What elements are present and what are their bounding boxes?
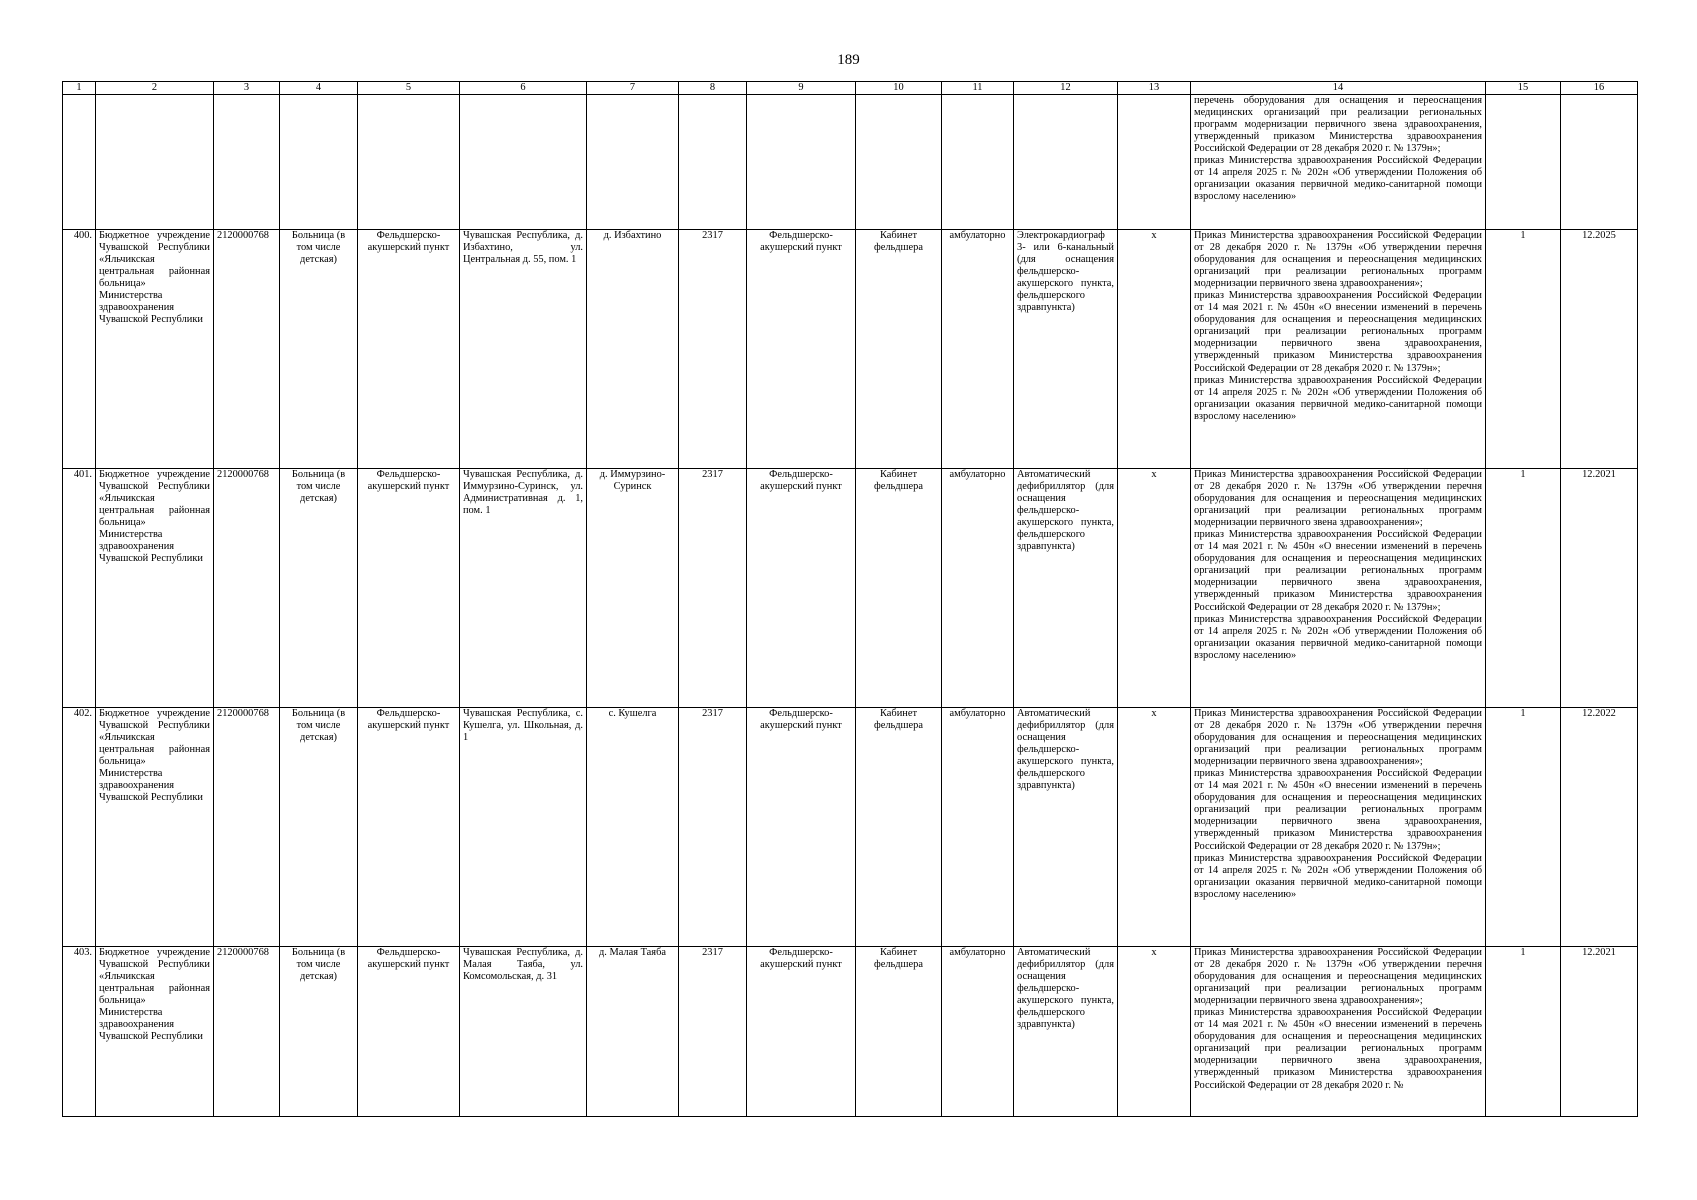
- inn: 2120000768: [214, 708, 280, 947]
- column-header: 4: [280, 82, 358, 95]
- code: 2317: [679, 469, 747, 708]
- legal-basis-cell: [1191, 230, 1486, 469]
- legal-paragraph: приказ Министерства здравоохранения Российской Федерации от 14 мая 2021 г. № 450н «О внесении изменений в перечень оборудования для оснащения и переоснащения медицинских организаций при реализации региональных программ модернизации первичного звена здравоохранения, утвержденный приказом Министерства здравоохранения Российской Федерации от 28 декабря 2020 г. № 1379н»;: [1194, 529, 1482, 613]
- organization-name: Бюджетное учреждение Чувашской Республики «Яльчикская центральная районная больница» Министерства здравоохранения Чувашской Республики: [96, 469, 214, 708]
- table-row: [63, 469, 1638, 708]
- organization-name: Бюджетное учреждение Чувашской Республики «Яльчикская центральная районная больница» Министерства здравоохранения Чувашской Республики: [96, 708, 214, 947]
- date: 12.2021: [1561, 469, 1638, 708]
- row-number: 401.: [63, 469, 96, 708]
- row-number: 402.: [63, 708, 96, 947]
- equipment-name: Автоматический дефибриллятор (для оснащения фельдшерско-акушерского пункта, фельдшерского здравпункта): [1014, 469, 1118, 708]
- column-header: 15: [1486, 82, 1561, 95]
- quantity: 1: [1486, 469, 1561, 708]
- quantity: 1: [1486, 230, 1561, 469]
- continuation-row: [63, 95, 1638, 230]
- column-header: 14: [1191, 82, 1486, 95]
- subunit: Фельдшерско-акушерский пункт: [747, 708, 856, 947]
- unit-type: Фельдшерско-акушерский пункт: [358, 230, 460, 469]
- legal-paragraph: приказ Министерства здравоохранения Российской Федерации от 14 апреля 2025 г. № 202н «Об утверждении Положения об организации оказания первичной медико-санитарной помощи взрослому населению»: [1194, 374, 1482, 422]
- legal-paragraph: приказ Министерства здравоохранения Российской Федерации от 14 апреля 2025 г. № 202н «Об утверждении Положения об организации оказания первичной медико-санитарной помощи взрослому населению»: [1194, 852, 1482, 900]
- equipment-name: Электрокардиограф 3- или 6-канальный (для оснащения фельдшерско-акушерского пункта, фельдшерского здравпункта): [1014, 230, 1118, 469]
- column-13-value: х: [1118, 947, 1191, 1117]
- column-13-value: х: [1118, 708, 1191, 947]
- column-13-value: х: [1118, 230, 1191, 469]
- unit-type: Фельдшерско-акушерский пункт: [358, 469, 460, 708]
- subunit: Фельдшерско-акушерский пункт: [747, 947, 856, 1117]
- legal-paragraph: Приказ Министерства здравоохранения Российской Федерации от 28 декабря 2020 г. № 1379н «Об утверждении перечня оборудования для оснащения и переоснащения медицинских организаций при реализации региональных программ модернизации первичного звена здравоохранения»;: [1194, 469, 1482, 529]
- care-mode: амбулаторно: [942, 947, 1014, 1117]
- legal-paragraph: Приказ Министерства здравоохранения Российской Федерации от 28 декабря 2020 г. № 1379н «Об утверждении перечня оборудования для оснащения и переоснащения медицинских организаций при реализации региональных программ модернизации первичного звена здравоохранения»;: [1194, 230, 1482, 290]
- column-header: 3: [214, 82, 280, 95]
- inn: 2120000768: [214, 947, 280, 1117]
- settlement: д. Избахтино: [587, 230, 679, 469]
- legal-basis-cell: [1191, 469, 1486, 708]
- legal-paragraph: перечень оборудования для оснащения и переоснащения медицинских организаций при реализации региональных программ модернизации первичного звена здравоохранения, утвержденный приказом Министерства здравоохранения Российской Федерации от 28 декабря 2020 г. № 1379н»;: [1194, 95, 1482, 155]
- unit-type: Фельдшерско-акушерский пункт: [358, 708, 460, 947]
- legal-paragraph: приказ Министерства здравоохранения Российской Федерации от 14 мая 2021 г. № 450н «О внесении изменений в перечень оборудования для оснащения и переоснащения медицинских организаций при реализации региональных программ модернизации первичного звена здравоохранения, утвержденный приказом Министерства здравоохранения Российской Федерации от 28 декабря 2020 г. № 1379н»;: [1194, 768, 1482, 852]
- row-number: 403.: [63, 947, 96, 1117]
- code: 2317: [679, 947, 747, 1117]
- column-header: 10: [856, 82, 942, 95]
- legal-basis-cell: [1191, 95, 1486, 230]
- organization-name: Бюджетное учреждение Чувашской Республики «Яльчикская центральная районная больница» Министерства здравоохранения Чувашской Республики: [96, 947, 214, 1117]
- settlement: д. Малая Таяба: [587, 947, 679, 1117]
- legal-paragraph: приказ Министерства здравоохранения Российской Федерации от 14 мая 2021 г. № 450н «О внесении изменений в перечень оборудования для оснащения и переоснащения медицинских организаций при реализации региональных программ модернизации первичного звена здравоохранения, утвержденный приказом Министерства здравоохранения Российской Федерации от 28 декабря 2020 г. №: [1194, 1007, 1482, 1091]
- address: Чувашская Республика, д. Малая Таяба, ул. Комсомольская, д. 31: [460, 947, 587, 1117]
- unit-type: Фельдшерско-акушерский пункт: [358, 947, 460, 1117]
- column-header: 11: [942, 82, 1014, 95]
- legal-paragraph: приказ Министерства здравоохранения Российской Федерации от 14 апреля 2025 г. № 202н «Об утверждении Положения об организации оказания первичной медико-санитарной помощи взрослому населению»: [1194, 613, 1482, 661]
- care-mode: амбулаторно: [942, 708, 1014, 947]
- legal-paragraph: приказ Министерства здравоохранения Российской Федерации от 14 апреля 2025 г. № 202н «Об утверждении Положения об организации оказания первичной медико-санитарной помощи взрослому населению»: [1194, 155, 1482, 203]
- organization-type: Больница (в том числе детская): [280, 708, 358, 947]
- column-header: 1: [63, 82, 96, 95]
- room: Кабинет фельдшера: [856, 947, 942, 1117]
- legal-basis-cell: [1191, 947, 1486, 1117]
- care-mode: амбулаторно: [942, 230, 1014, 469]
- equipment-register-table: [62, 81, 1638, 1117]
- quantity: 1: [1486, 708, 1561, 947]
- row-number: 400.: [63, 230, 96, 469]
- column-header: 9: [747, 82, 856, 95]
- date: 12.2022: [1561, 708, 1638, 947]
- column-header: 13: [1118, 82, 1191, 95]
- table-row: [63, 230, 1638, 469]
- column-13-value: х: [1118, 469, 1191, 708]
- page-number: 189: [837, 52, 860, 68]
- inn: 2120000768: [214, 230, 280, 469]
- care-mode: амбулаторно: [942, 469, 1014, 708]
- room: Кабинет фельдшера: [856, 230, 942, 469]
- organization-name: Бюджетное учреждение Чувашской Республики «Яльчикская центральная районная больница» Министерства здравоохранения Чувашской Республики: [96, 230, 214, 469]
- address: Чувашская Республика, д. Иммурзино-Суринск, ул. Административная д. 1, пом. 1: [460, 469, 587, 708]
- column-number-row: [63, 82, 1638, 95]
- organization-type: Больница (в том числе детская): [280, 230, 358, 469]
- settlement: д. Иммурзино-Суринск: [587, 469, 679, 708]
- inn: 2120000768: [214, 469, 280, 708]
- equipment-name: Автоматический дефибриллятор (для оснащения фельдшерско-акушерского пункта, фельдшерского здравпункта): [1014, 708, 1118, 947]
- settlement: с. Кушелга: [587, 708, 679, 947]
- code: 2317: [679, 230, 747, 469]
- column-header: 2: [96, 82, 214, 95]
- subunit: Фельдшерско-акушерский пункт: [747, 469, 856, 708]
- table-row: [63, 947, 1638, 1117]
- room: Кабинет фельдшера: [856, 469, 942, 708]
- organization-type: Больница (в том числе детская): [280, 469, 358, 708]
- legal-paragraph: Приказ Министерства здравоохранения Российской Федерации от 28 декабря 2020 г. № 1379н «Об утверждении перечня оборудования для оснащения и переоснащения медицинских организаций при реализации региональных программ модернизации первичного звена здравоохранения»;: [1194, 708, 1482, 768]
- date: 12.2021: [1561, 947, 1638, 1117]
- equipment-name: Автоматический дефибриллятор (для оснащения фельдшерско-акушерского пункта, фельдшерского здравпункта): [1014, 947, 1118, 1117]
- legal-basis-cell: [1191, 708, 1486, 947]
- organization-type: Больница (в том числе детская): [280, 947, 358, 1117]
- column-header: 12: [1014, 82, 1118, 95]
- quantity: 1: [1486, 947, 1561, 1117]
- address: Чувашская Республика, д. Избахтино, ул. Центральная д. 55, пом. 1: [460, 230, 587, 469]
- column-header: 7: [587, 82, 679, 95]
- date: 12.2025: [1561, 230, 1638, 469]
- address: Чувашская Республика, с. Кушелга, ул. Школьная, д. 1: [460, 708, 587, 947]
- column-header: 16: [1561, 82, 1638, 95]
- column-header: 5: [358, 82, 460, 95]
- code: 2317: [679, 708, 747, 947]
- subunit: Фельдшерско-акушерский пункт: [747, 230, 856, 469]
- legal-paragraph: приказ Министерства здравоохранения Российской Федерации от 14 мая 2021 г. № 450н «О внесении изменений в перечень оборудования для оснащения и переоснащения медицинских организаций при реализации региональных программ модернизации первичного звена здравоохранения, утвержденный приказом Министерства здравоохранения Российской Федерации от 28 декабря 2020 г. № 1379н»;: [1194, 290, 1482, 374]
- legal-paragraph: Приказ Министерства здравоохранения Российской Федерации от 28 декабря 2020 г. № 1379н «Об утверждении перечня оборудования для оснащения и переоснащения медицинских организаций при реализации региональных программ модернизации первичного звена здравоохранения»;: [1194, 947, 1482, 1007]
- room: Кабинет фельдшера: [856, 708, 942, 947]
- table-row: [63, 708, 1638, 947]
- column-header: 6: [460, 82, 587, 95]
- column-header: 8: [679, 82, 747, 95]
